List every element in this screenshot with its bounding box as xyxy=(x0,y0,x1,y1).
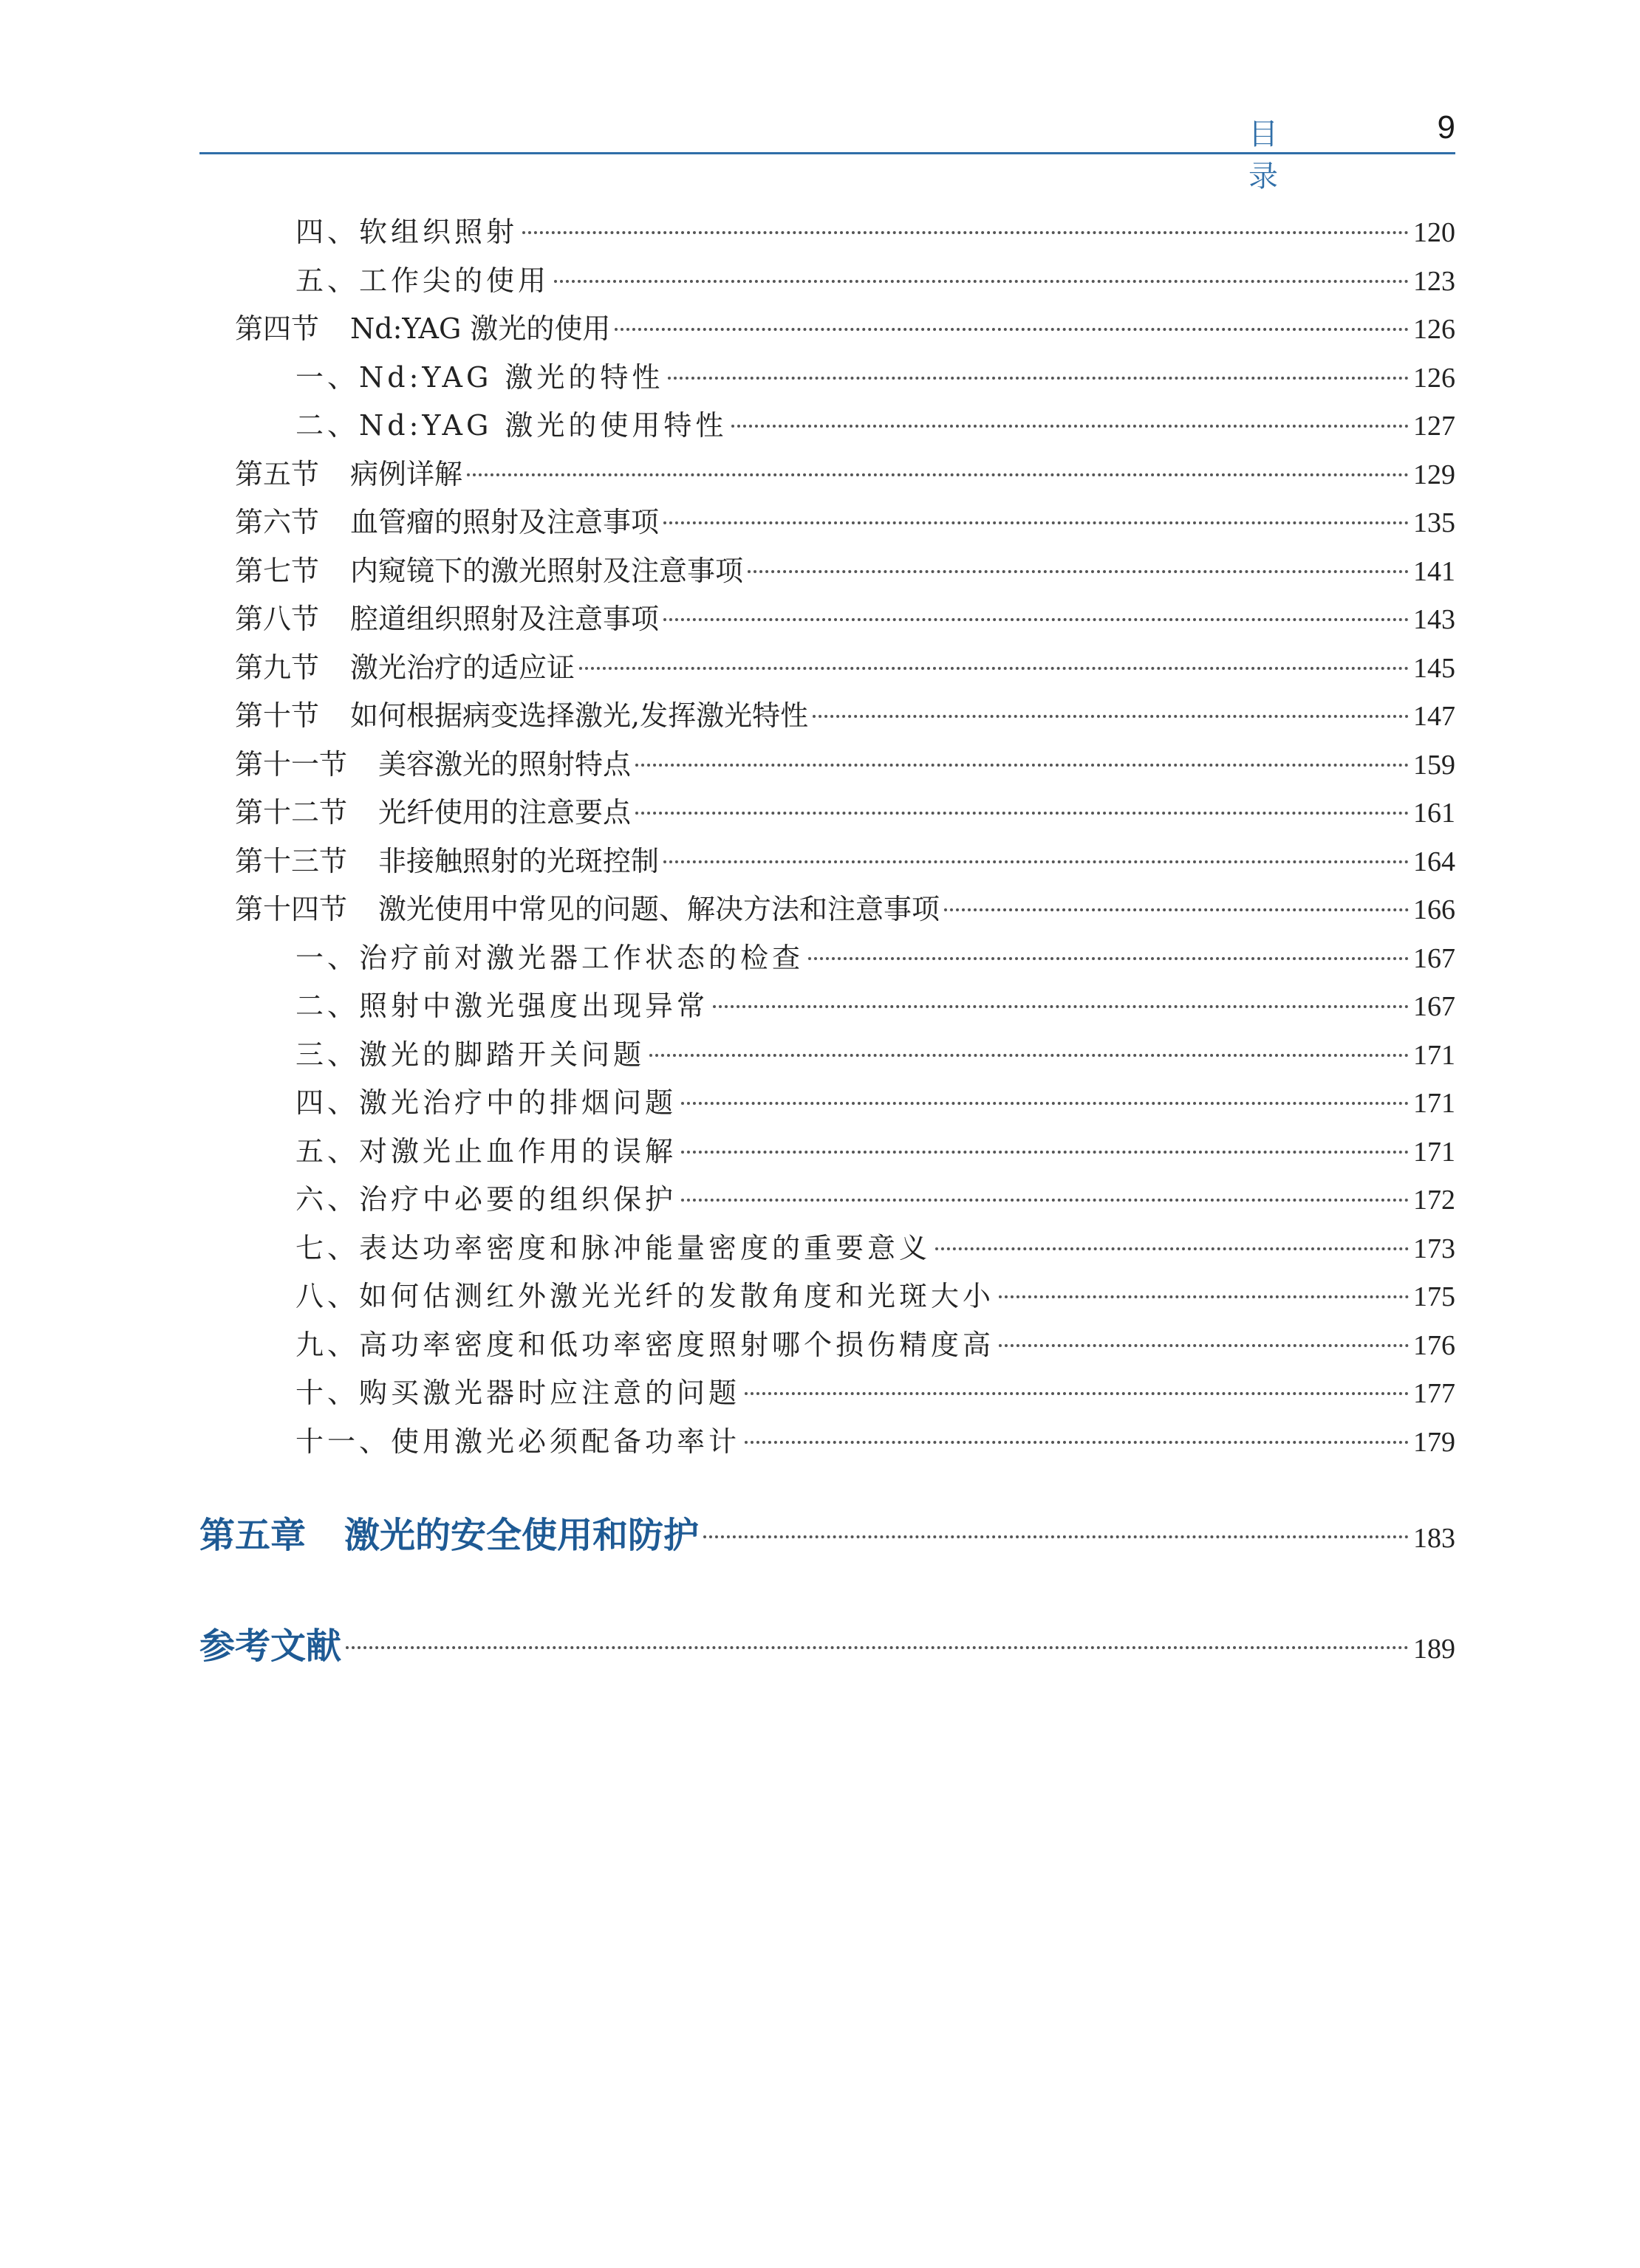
toc-subsection-entry[interactable] xyxy=(199,1176,1455,1224)
entry-page-number: 166 xyxy=(1413,894,1455,925)
chapter-number: 第五章 xyxy=(199,1515,307,1556)
toc-section-entry[interactable] xyxy=(199,644,1455,693)
page-header xyxy=(199,103,1455,193)
entry-title: 八、如何估测红外激光光纤的发散角度和光斑大小 xyxy=(295,1280,995,1312)
entry-page-number: 145 xyxy=(1413,652,1455,684)
dot-leader xyxy=(663,860,1409,863)
entry-page-number: 164 xyxy=(1413,846,1455,877)
toc-subsection-entry[interactable] xyxy=(199,1079,1455,1128)
entry-title: 六、治疗中必要的组织保护 xyxy=(295,1183,677,1216)
entry-title: Nd:YAG 激光的使用 xyxy=(350,312,611,345)
entry-page-number: 167 xyxy=(1413,991,1455,1022)
references-page-number: 189 xyxy=(1413,1634,1455,1665)
dot-leader xyxy=(999,1344,1409,1347)
entry-title: 三、激光的脚踏开关问题 xyxy=(295,1038,646,1071)
entry-title: 九、高功率密度和低功率密度照射哪个损伤精度高 xyxy=(295,1328,995,1361)
toc-chapter-5[interactable] xyxy=(199,1507,1455,1558)
entry-page-number: 141 xyxy=(1413,555,1455,587)
toc-subsection-entry[interactable] xyxy=(199,982,1455,1031)
toc-subsection-entry[interactable] xyxy=(199,1272,1455,1321)
entry-title: 激光治疗的适应证 xyxy=(350,651,575,684)
dot-leader xyxy=(663,521,1409,524)
entry-page-number: 126 xyxy=(1413,314,1455,345)
entry-title: 二、Nd:YAG 激光的使用特性 xyxy=(295,409,728,442)
entry-title: 光纤使用的注意要点 xyxy=(378,796,632,829)
toc-subsection-entry[interactable] xyxy=(199,1321,1455,1370)
toc-section-entry[interactable] xyxy=(199,547,1455,596)
entry-title: 腔道组织照射及注意事项 xyxy=(350,603,660,635)
dot-leader xyxy=(681,1151,1409,1154)
section-number: 第十节 xyxy=(235,699,320,732)
entry-page-number: 129 xyxy=(1413,459,1455,490)
entry-title: 七、表达功率密度和脉冲能量密度的重要意义 xyxy=(295,1231,932,1264)
entry-page-number: 135 xyxy=(1413,507,1455,538)
toc-section-entry[interactable] xyxy=(199,789,1455,837)
dot-leader xyxy=(681,1102,1409,1105)
dot-leader xyxy=(681,1199,1409,1202)
entry-title: 美容激光的照射特点 xyxy=(378,747,632,781)
dot-leader xyxy=(668,377,1409,380)
entry-title: 十一、使用激光必须配备功率计 xyxy=(295,1425,741,1458)
dot-leader xyxy=(808,957,1409,960)
toc-section-entry[interactable] xyxy=(199,305,1455,354)
section-number: 第十四节 xyxy=(235,893,348,925)
entry-page-number: 179 xyxy=(1413,1426,1455,1458)
section-number: 第八节 xyxy=(235,603,320,635)
entry-page-number: 173 xyxy=(1413,1233,1455,1264)
toc-section-entry[interactable] xyxy=(199,595,1455,644)
entry-title: 病例详解 xyxy=(350,457,463,490)
dot-leader xyxy=(745,1441,1409,1444)
entry-title: 一、Nd:YAG 激光的特性 xyxy=(295,360,664,394)
toc-section-entry[interactable] xyxy=(199,692,1455,741)
toc-subsection-entry[interactable] xyxy=(199,208,1455,257)
dot-leader xyxy=(813,715,1409,718)
entry-page-number: 176 xyxy=(1413,1329,1455,1361)
entry-page-number: 167 xyxy=(1413,942,1455,974)
entry-title: 四、激光治疗中的排烟问题 xyxy=(295,1086,677,1119)
entry-title: 激光使用中常见的问题、解决方法和注意事项 xyxy=(378,893,940,925)
dot-leader xyxy=(703,1535,1409,1538)
entry-page-number: 175 xyxy=(1413,1281,1455,1312)
dot-leader xyxy=(467,473,1409,476)
toc-section-entry[interactable] xyxy=(199,450,1455,499)
dot-leader xyxy=(731,425,1409,428)
toc-section-entry[interactable] xyxy=(199,885,1455,934)
dot-leader xyxy=(635,812,1409,815)
section-number: 第十二节 xyxy=(235,796,348,829)
toc-subsection-entry[interactable] xyxy=(199,1369,1455,1418)
entry-page-number: 171 xyxy=(1413,1136,1455,1168)
dot-leader xyxy=(579,667,1409,670)
section-number: 第七节 xyxy=(235,554,320,587)
entry-page-number: 123 xyxy=(1413,265,1455,297)
entry-title: 五、对激光止血作用的误解 xyxy=(295,1134,677,1168)
chapter-title: 激光的安全使用和防护 xyxy=(344,1515,700,1556)
entry-title: 四、软组织照射 xyxy=(295,216,519,248)
entry-title: 一、治疗前对激光器工作状态的检查 xyxy=(295,941,804,974)
section-number: 第十三节 xyxy=(235,844,348,877)
dot-leader xyxy=(748,570,1409,573)
toc-subsection-entry[interactable] xyxy=(199,1418,1455,1467)
toc-subsection-entry[interactable] xyxy=(199,354,1455,402)
entry-title: 内窥镜下的激光照射及注意事项 xyxy=(350,554,744,587)
entry-title: 如何根据病变选择激光,发挥激光特性 xyxy=(350,699,809,732)
dot-leader xyxy=(663,618,1409,621)
toc-subsection-entry[interactable] xyxy=(199,1031,1455,1080)
toc-section-entry[interactable] xyxy=(199,499,1455,547)
entry-page-number: 161 xyxy=(1413,798,1455,829)
entry-page-number: 143 xyxy=(1413,604,1455,635)
dot-leader xyxy=(522,231,1409,234)
dot-leader xyxy=(346,1646,1409,1649)
section-number: 第五节 xyxy=(235,457,320,490)
dot-leader xyxy=(554,280,1409,283)
dot-leader xyxy=(615,328,1409,331)
entry-page-number: 171 xyxy=(1413,1039,1455,1071)
section-number: 第四节 xyxy=(235,312,320,345)
dot-leader xyxy=(713,1005,1409,1008)
section-number: 第九节 xyxy=(235,651,320,684)
toc-references[interactable] xyxy=(199,1617,1455,1668)
dot-leader xyxy=(745,1392,1409,1395)
entry-page-number: 126 xyxy=(1413,362,1455,394)
dot-leader xyxy=(635,764,1409,767)
entry-title: 二、照射中激光强度出现异常 xyxy=(295,990,709,1022)
toc-subsection-entry[interactable] xyxy=(199,257,1455,306)
toc-subsection-entry[interactable] xyxy=(199,934,1455,983)
entry-page-number: 147 xyxy=(1413,701,1455,732)
entry-page-number: 177 xyxy=(1413,1378,1455,1409)
entry-title: 五、工作尖的使用 xyxy=(295,264,550,297)
toc-subsection-entry[interactable] xyxy=(199,402,1455,450)
entry-title: 血管瘤的照射及注意事项 xyxy=(350,506,660,538)
section-number: 第六节 xyxy=(235,506,320,538)
table-of-contents xyxy=(199,208,1455,1466)
entry-page-number: 171 xyxy=(1413,1088,1455,1119)
header-page-number: 9 xyxy=(1437,109,1455,145)
dot-leader xyxy=(935,1247,1409,1250)
references-title: 参考文献 xyxy=(199,1625,342,1667)
dot-leader xyxy=(944,908,1409,911)
chapter-page-number: 183 xyxy=(1413,1523,1455,1554)
toc-subsection-entry[interactable] xyxy=(199,1128,1455,1176)
entry-title: 非接触照射的光斑控制 xyxy=(378,844,660,877)
entry-page-number: 159 xyxy=(1413,749,1455,781)
toc-section-entry[interactable] xyxy=(199,837,1455,886)
dot-leader xyxy=(649,1054,1409,1057)
entry-page-number: 127 xyxy=(1413,411,1455,442)
toc-section-entry[interactable] xyxy=(199,741,1455,789)
header-title: 目 录 xyxy=(1248,117,1337,193)
entry-page-number: 172 xyxy=(1413,1185,1455,1216)
entry-page-number: 120 xyxy=(1413,217,1455,248)
section-number: 第十一节 xyxy=(235,747,348,781)
entry-title: 十、购买激光器时应注意的问题 xyxy=(295,1377,741,1409)
toc-subsection-entry[interactable] xyxy=(199,1224,1455,1273)
dot-leader xyxy=(999,1295,1409,1298)
